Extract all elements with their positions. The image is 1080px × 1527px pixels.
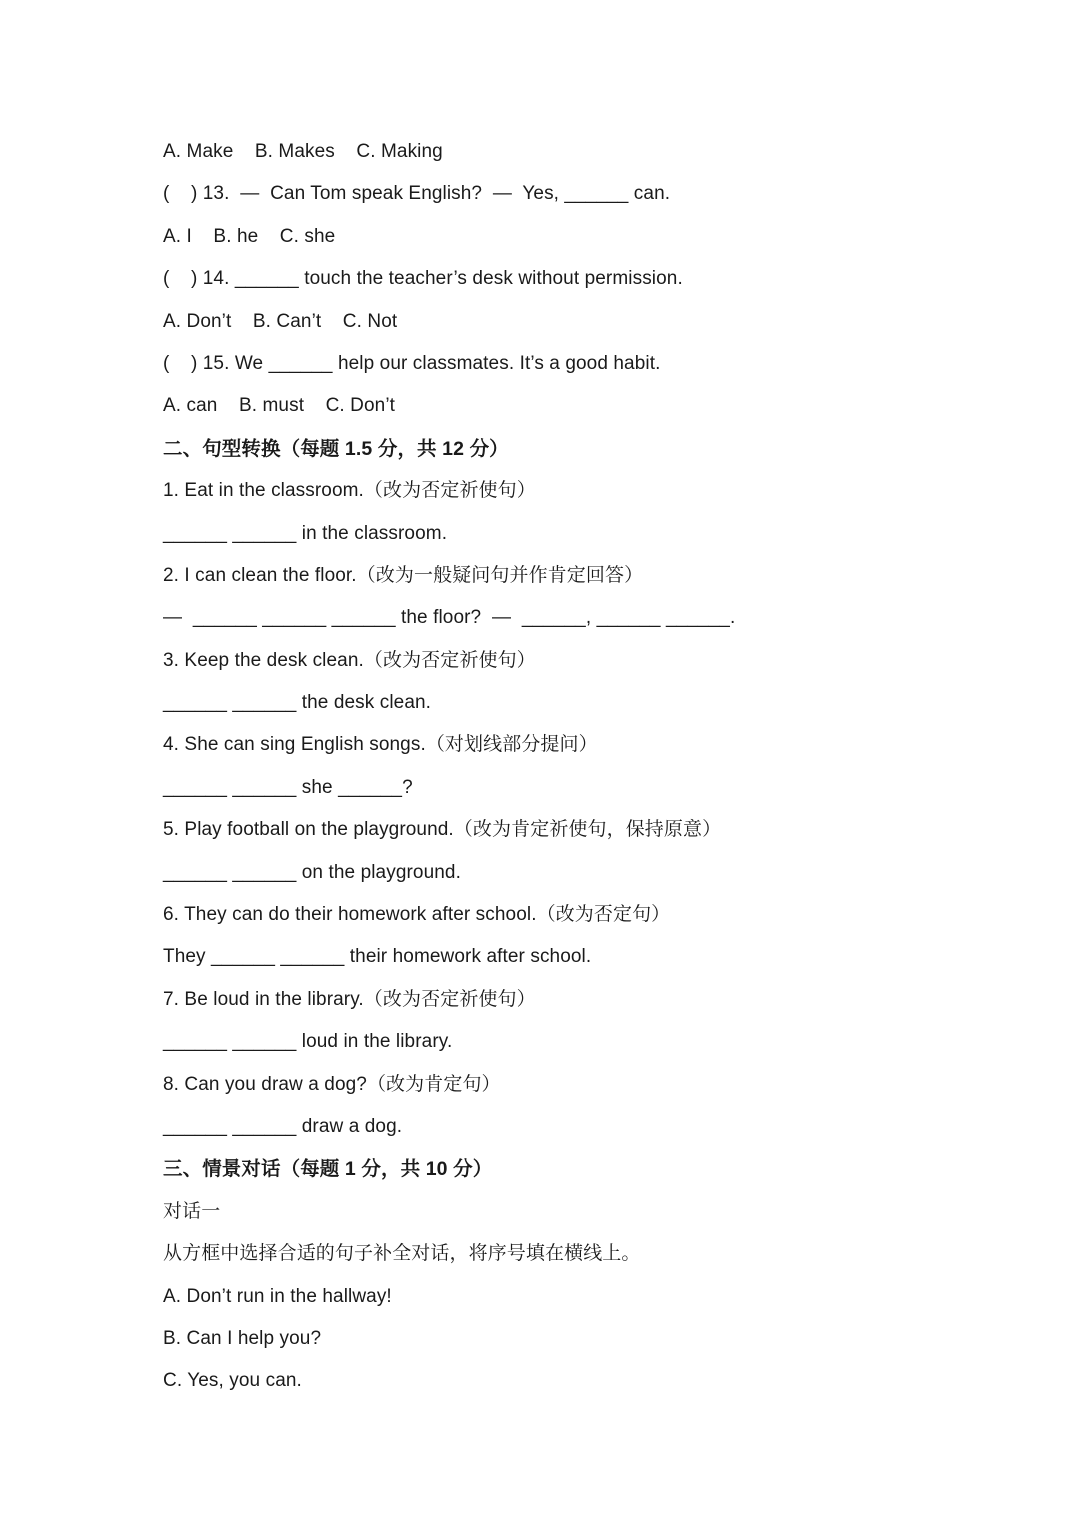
q14-options: A. Don’t B. Can’t C. Not (163, 310, 398, 332)
transform-3-answer: ______ ______ the desk clean. (163, 692, 432, 714)
dialogue-instruction: 从方框中选择合适的句子补全对话，将序号填在横线上。 (163, 1243, 641, 1265)
transform-8-question: 8. Can you draw a dog?（改为肯定句） (163, 1073, 501, 1095)
q15-question: ( ) 15. We ______ help our classmates. It’s a good habit. (163, 352, 661, 374)
transform-4-answer: ______ ______ she ______? (163, 776, 413, 798)
transform-6-question: 6. They can do their homework after school.（改为否定句） (163, 904, 671, 926)
q13-question: ( ) 13. — Can Tom speak English? — Yes, ______ can. (163, 183, 671, 205)
transform-8-answer: ______ ______ draw a dog. (163, 1115, 403, 1137)
dialogue-option-a: A. Don’t run in the hallway! (163, 1285, 392, 1307)
transform-1-answer: ______ ______ in the classroom. (163, 522, 448, 544)
q13-options: A. I B. he C. she (163, 225, 336, 247)
q15-options: A. can B. must C. Don’t (163, 395, 396, 417)
dialogue-option-c: C. Yes, you can. (163, 1370, 302, 1392)
transform-6-answer: They ______ ______ their homework after school. (163, 946, 592, 968)
q12-options: A. Make B. Makes C. Making (163, 141, 443, 162)
worksheet-page (163, 131, 1023, 1403)
transform-1-question: 1. Eat in the classroom.（改为否定祈使句） (163, 480, 536, 502)
transform-5-answer: ______ ______ on the playground. (163, 861, 461, 883)
transform-2-answer: — ______ ______ ______ the floor? — ______, ______ ______. (163, 607, 736, 629)
transform-4-question: 4. She can sing English songs.（对划线部分提问） (163, 734, 598, 756)
dialogue-1-title: 对话一 (163, 1200, 221, 1222)
section-3-heading: 三、情景对话（每题 1 分，共 10 分） (163, 1158, 493, 1181)
q14-question: ( ) 14. ______ touch the teacher’s desk without permission. (163, 268, 683, 290)
transform-2-question: 2. I can clean the floor.（改为一般疑问句并作肯定回答） (163, 564, 644, 586)
transform-7-answer: ______ ______ loud in the library. (163, 1031, 453, 1053)
section-2-heading: 二、句型转换（每题 1.5 分，共 12 分） (163, 437, 509, 460)
transform-7-question: 7. Be loud in the library.（改为否定祈使句） (163, 988, 536, 1010)
dialogue-option-b: B. Can I help you? (163, 1327, 322, 1349)
transform-5-question: 5. Play football on the playground.（改为肯定祈使句，保持原意） (163, 819, 722, 841)
transform-3-question: 3. Keep the desk clean.（改为否定祈使句） (163, 649, 536, 671)
